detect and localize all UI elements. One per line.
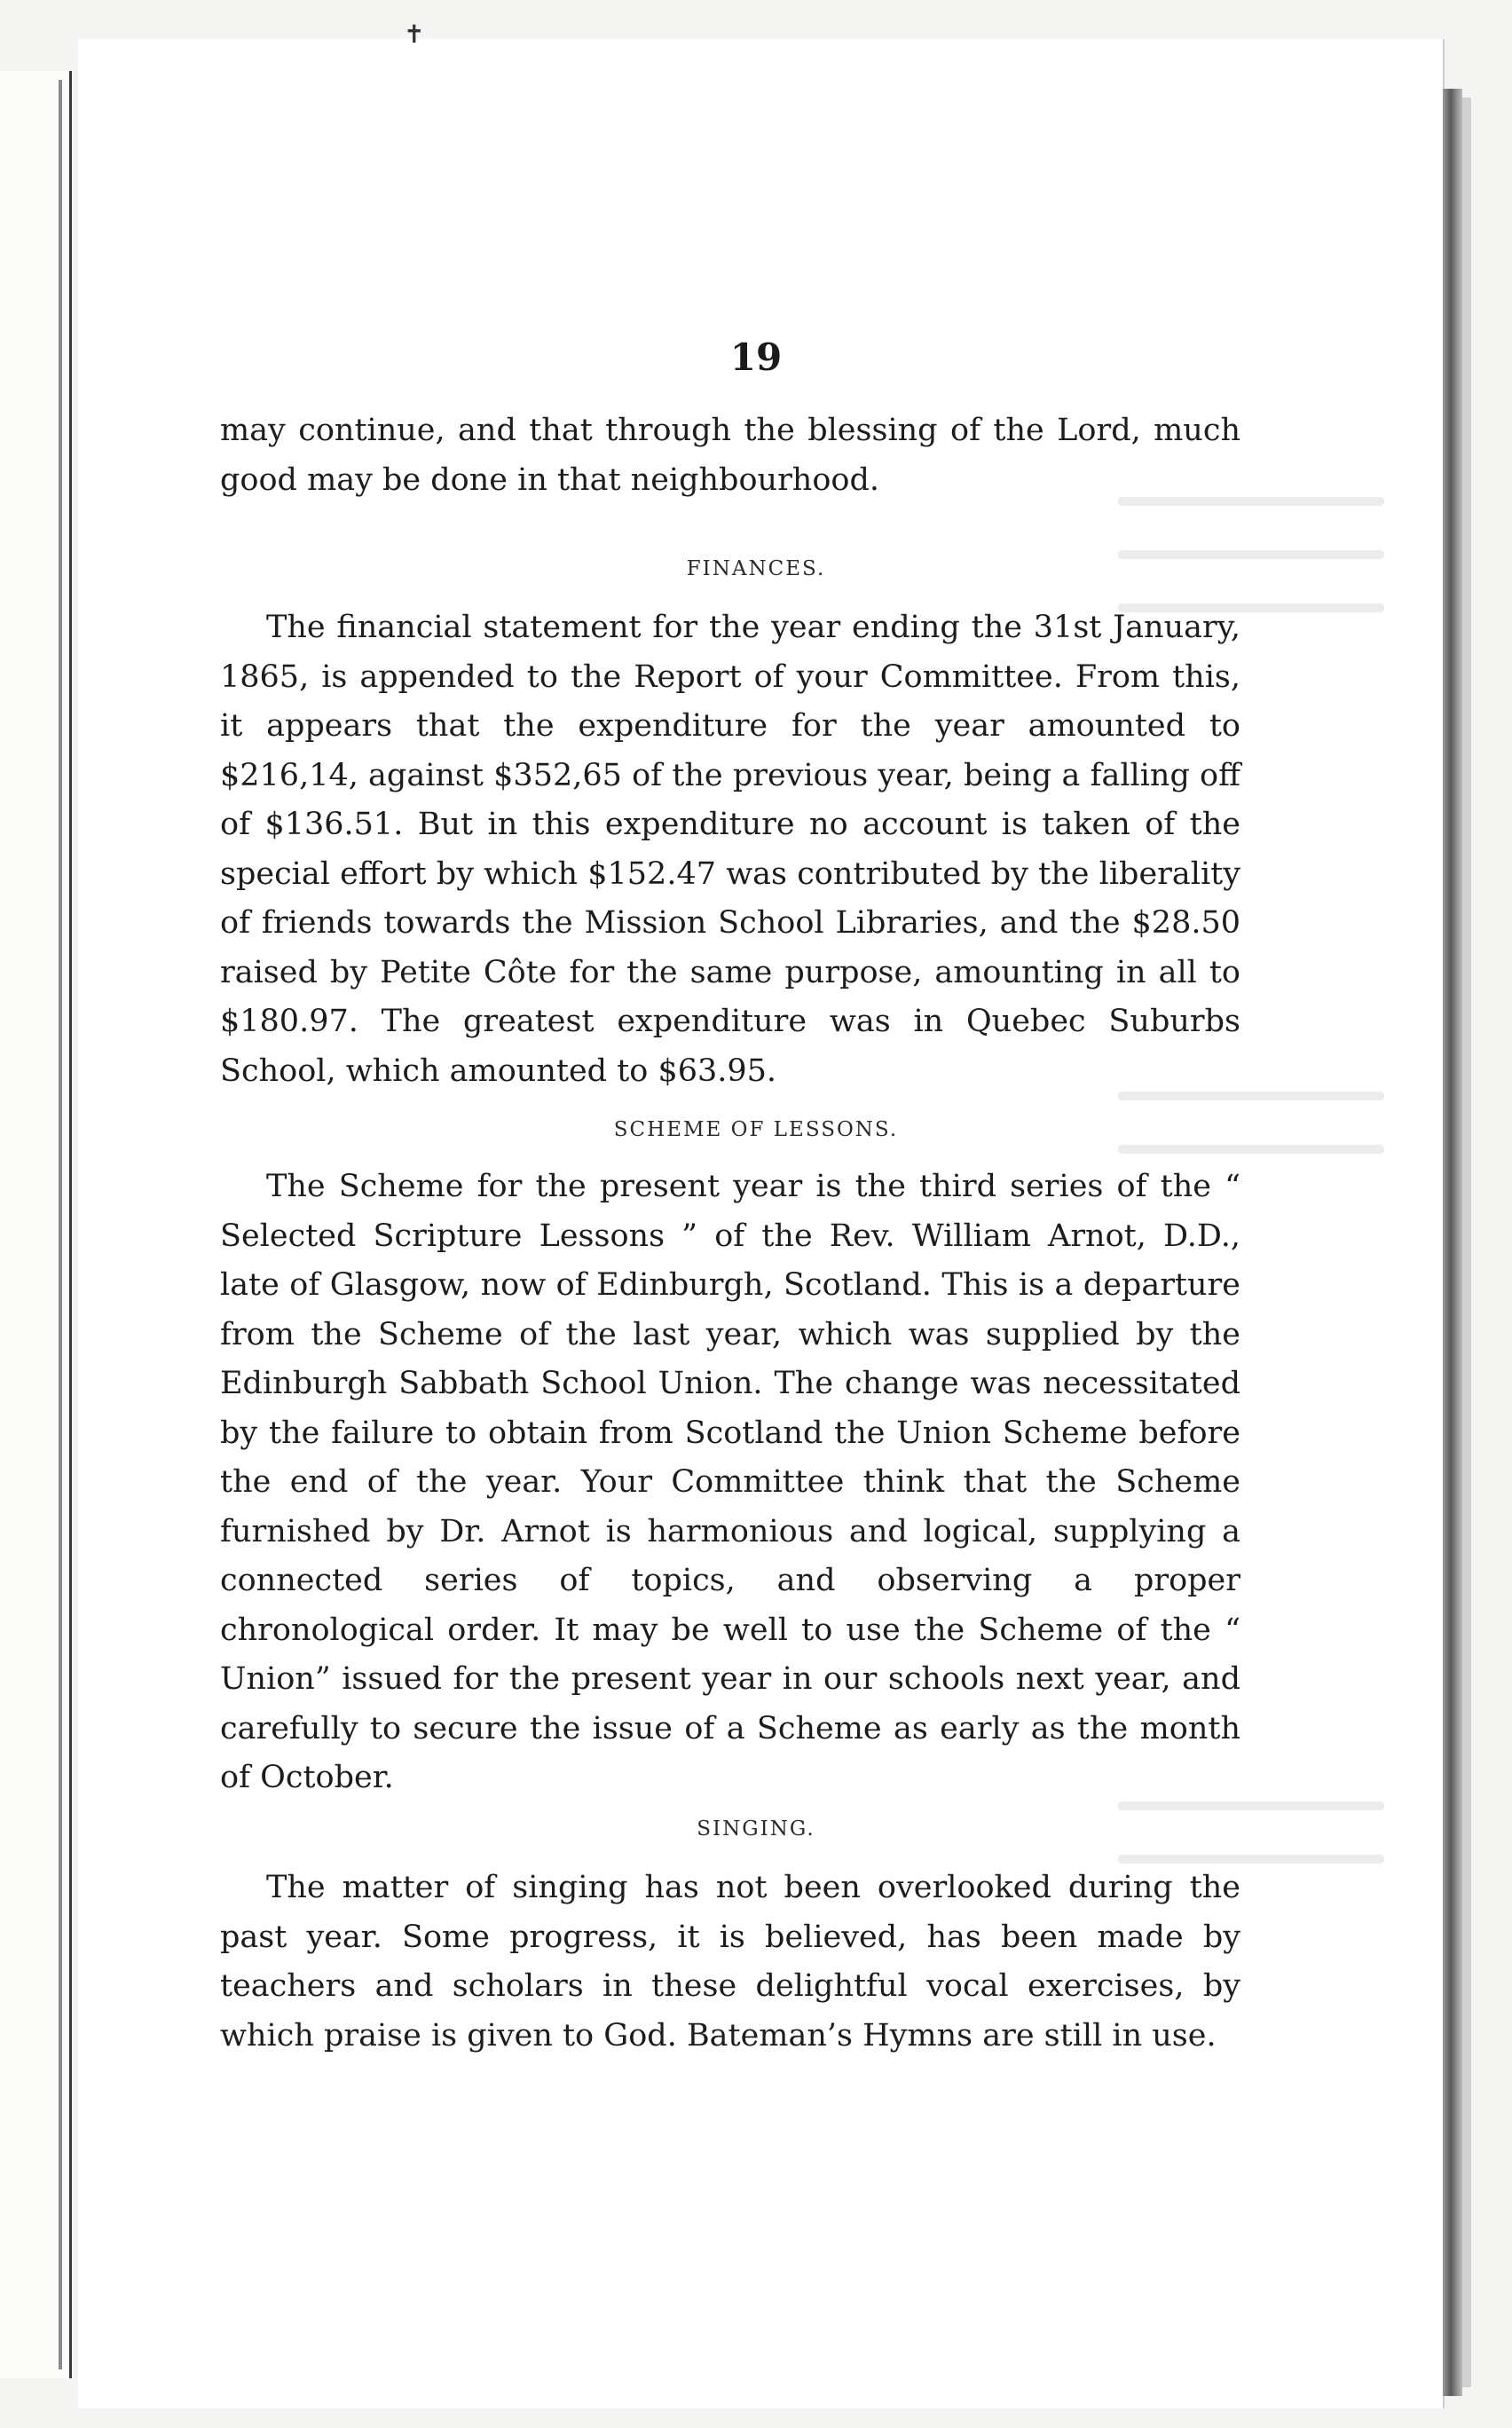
show-through-mark [1118, 1145, 1384, 1154]
singing-heading: SINGING. [697, 1817, 815, 1841]
finances-heading: FINANCES. [686, 557, 826, 580]
finances-section [220, 603, 1240, 1096]
singing-paragraph: The matter of singing has not been overlooked during the past year. Some progress, it is believed, has been made by teachers and scholars in these delightful vocal exercises, by which praise is given to God. Bateman’s Hymns are still in use. [220, 1870, 1240, 2054]
page-number: 19 [729, 335, 783, 379]
stray-mark: ✝ [404, 20, 425, 49]
continuation-paragraph [220, 406, 1240, 505]
book-edge [1443, 89, 1462, 2396]
show-through-mark [1118, 1855, 1384, 1864]
continuation-text: may continue, and that through the blessing of the Lord, much good may be done in that neighbourhood. [220, 413, 1240, 498]
scheme-of-lessons-heading: SCHEME OF LESSONS. [613, 1118, 899, 1141]
book-edge-shadow [1462, 98, 1471, 2387]
scheme-section [220, 1163, 1240, 1803]
singing-section [220, 1864, 1240, 2061]
facing-page-gutter [59, 80, 62, 2369]
scheme-paragraph: The Scheme for the present year is the third series of the “ Selected Scripture Lessons ” of the Rev. William Arnot, D.D., late of Glasgow, now of Edinburgh, Scotland. This is a departure from the Scheme of the last year, which was supplied by the Edinburgh Sabbath School Union. The change was necessitated by the failure to obtain from Scotland the Union Scheme before the end of the year. Your Committee think that the Scheme furnished by Dr. Arnot is harmonious and logical, supplying a connected series of topics, and observing a proper chronological order. It may be well to use the Scheme of the “ Union” issued for the present year in our schools next year, and carefully to secure the issue of a Scheme as early as the month of October. [220, 1169, 1240, 1795]
show-through-mark [1118, 1801, 1384, 1810]
finances-paragraph: The financial statement for the year ending the 31st January, 1865, is appended to the Report of your Committee. From this, it appears that the expenditure for the year amounted to $216,14, against $352,65 of the previous year, being a falling off of $136.51. But in this expenditure no account is taken of the special effort by which $152.47 was contributed by the liberality of friends towards the Mission School Libraries, and the $28.50 raised by Petite Côte for the same purpose, amounting in all to $180.97. The greatest expenditure was in Quebec Suburbs School, which amounted to $63.95. [220, 610, 1240, 1089]
